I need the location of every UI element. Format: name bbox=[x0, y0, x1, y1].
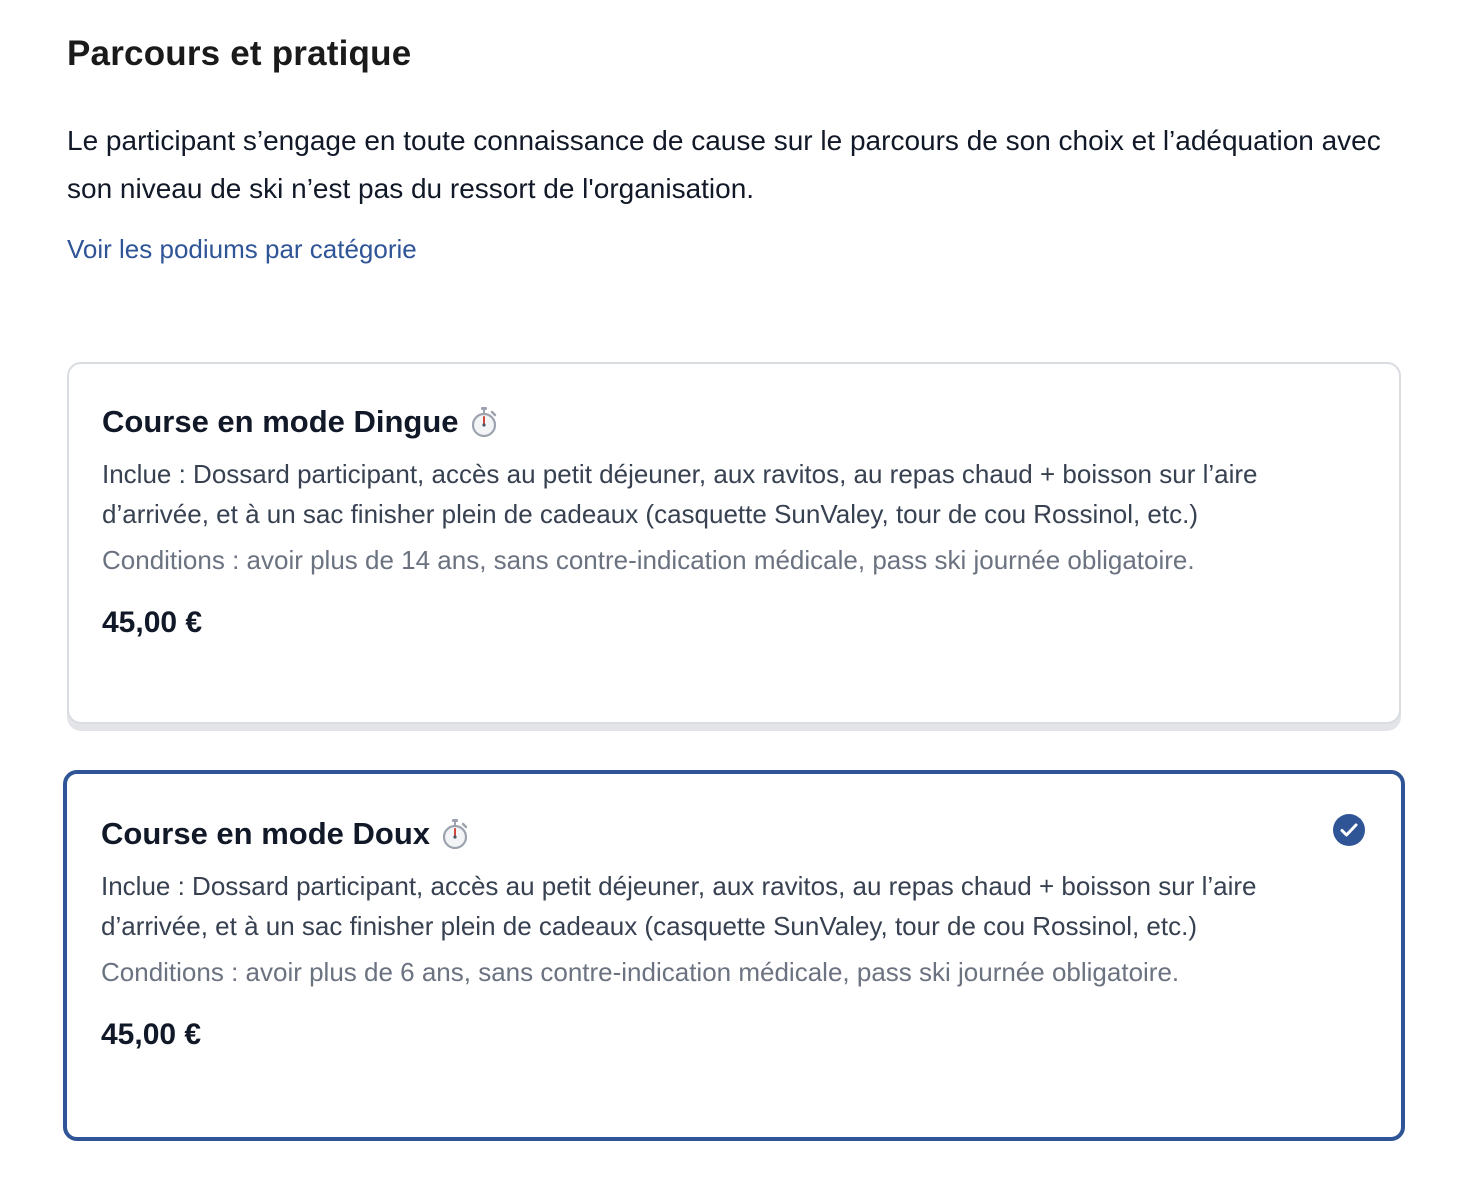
course-conditions: Conditions : avoir plus de 14 ans, sans contre-indication médicale, pass ski journée obligatoire. bbox=[102, 545, 1195, 575]
course-card-content bbox=[102, 402, 1359, 640]
intro-text: Le participant s’engage en toute connaissance de cause sur le parcours de son choix et l’adéquation avec son niveau de ski n’est pas du ressort de l'organisation. bbox=[67, 125, 1381, 204]
course-card-content bbox=[101, 814, 1361, 1052]
stopwatch-icon bbox=[469, 406, 499, 438]
podiums-link[interactable]: Voir les podiums par catégorie bbox=[67, 234, 417, 264]
course-price: 45,00 € bbox=[101, 1018, 202, 1051]
section-title: Parcours et pratique bbox=[67, 34, 412, 73]
course-conditions: Conditions : avoir plus de 6 ans, sans contre-indication médicale, pass ski journée obligatoire. bbox=[101, 957, 1180, 987]
course-title-text: Course en mode Dingue bbox=[102, 404, 459, 439]
course-card-doux[interactable] bbox=[63, 770, 1405, 1141]
course-title bbox=[102, 402, 1359, 442]
course-price: 45,00 € bbox=[102, 606, 203, 639]
course-card-dingue[interactable] bbox=[67, 362, 1401, 724]
course-description: Inclue : Dossard participant, accès au petit déjeuner, aux ravitos, au repas chaud + boisson sur l’aire d’arrivée, et à un sac finisher plein de cadeaux (casquette SunValey, tour de cou Rossinol, etc.) bbox=[102, 459, 1258, 529]
course-title-text: Course en mode Doux bbox=[101, 816, 430, 851]
course-description: Inclue : Dossard participant, accès au petit déjeuner, aux ravitos, au repas chaud + boisson sur l’aire d’arrivée, et à un sac finisher plein de cadeaux (casquette SunValey, tour de cou Rossinol, etc.) bbox=[101, 871, 1257, 941]
course-title bbox=[101, 814, 1361, 854]
stopwatch-icon bbox=[440, 818, 470, 850]
